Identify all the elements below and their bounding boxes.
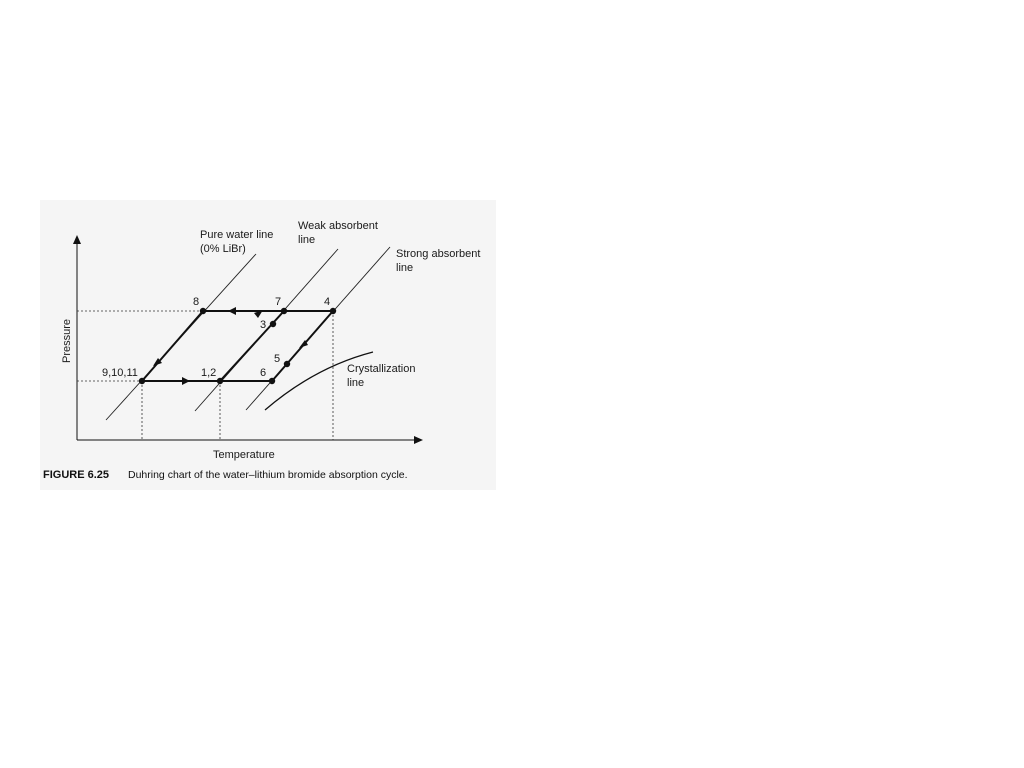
- point-6-label: 6: [260, 367, 267, 379]
- pure-water-line-label-1: Pure water line: [200, 229, 274, 241]
- point-8-marker: [200, 308, 206, 314]
- weak-absorbent-label-1: Weak absorbent: [298, 220, 378, 232]
- arrow-right-bottom: [182, 377, 190, 385]
- point-5-marker: [284, 361, 290, 367]
- point-3-label: 3: [260, 319, 267, 331]
- y-axis-arrow: [73, 235, 81, 244]
- crystallization-label-1: Crystallization: [347, 363, 416, 375]
- y-axis-label: Pressure: [61, 318, 73, 363]
- strong-absorbent-label-2: line: [396, 262, 414, 274]
- point-7-label: 7: [275, 296, 282, 308]
- figure-caption: Duhring chart of the water–lithium bromide absorption cycle.: [128, 469, 408, 481]
- point-91011-label: 9,10,11: [102, 367, 138, 379]
- x-axis-label: Temperature: [213, 449, 275, 461]
- flow-arrows: [153, 307, 308, 385]
- x-axis-arrow: [414, 436, 423, 444]
- figure-number: FIGURE 6.25: [43, 469, 110, 481]
- point-5-label: 5: [274, 353, 281, 365]
- point-6-marker: [269, 378, 275, 384]
- weak-absorbent-label-2: line: [298, 234, 316, 246]
- pure-water-line-label-2: (0% LiBr): [200, 243, 246, 255]
- point-12-marker: [217, 378, 223, 384]
- point-91011-marker: [139, 378, 145, 384]
- point-7-marker: [281, 308, 287, 314]
- point-4-marker: [330, 308, 336, 314]
- point-8-label: 8: [193, 296, 200, 308]
- crystallization-label-2: line: [347, 377, 365, 389]
- point-3-marker: [270, 321, 276, 327]
- arrow-left-top: [228, 307, 236, 315]
- point-4-label: 4: [324, 296, 331, 308]
- state-points: [139, 308, 336, 384]
- strong-absorbent-label-1: Strong absorbent: [396, 248, 481, 260]
- point-12-label: 1,2: [201, 367, 217, 379]
